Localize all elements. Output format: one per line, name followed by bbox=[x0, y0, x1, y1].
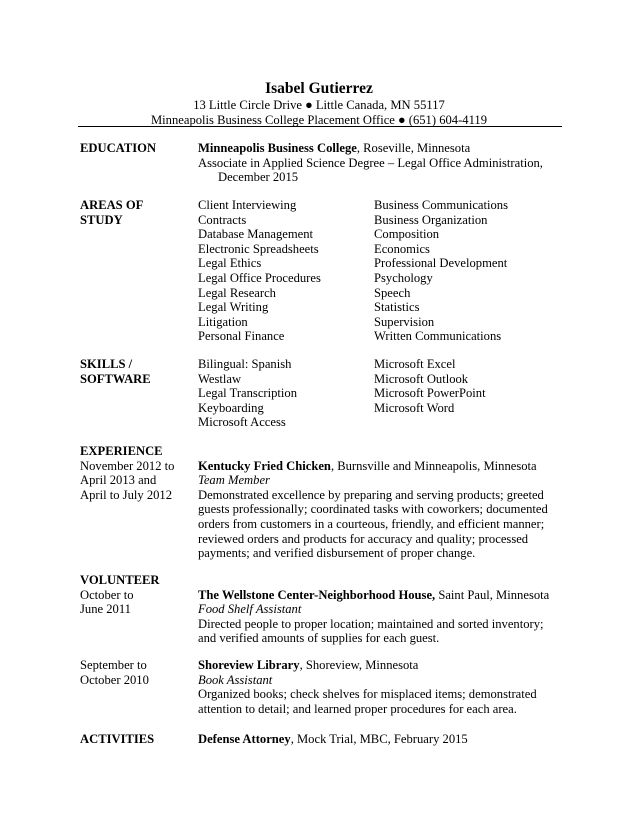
school-location: , Roseville, Minnesota bbox=[356, 141, 471, 155]
volunteer-date: June 2011 bbox=[80, 602, 131, 617]
areas-label bbox=[80, 198, 195, 227]
list-item: Bilingual: Spanish bbox=[198, 357, 292, 371]
activity-detail: , Mock Trial, MBC, February 2015 bbox=[290, 732, 468, 746]
organization-location: , Shoreview, Minnesota bbox=[299, 658, 419, 672]
list-item: Statistics bbox=[374, 300, 420, 315]
organization-name: Shoreview Library bbox=[198, 658, 300, 672]
skills-column-1 bbox=[198, 357, 370, 430]
list-item: Legal Writing bbox=[198, 300, 269, 315]
list-item: Electronic Spreadsheets bbox=[198, 241, 319, 256]
areas-label-line-2: STUDY bbox=[80, 212, 123, 227]
address-line: 13 Little Circle Drive ● Little Canada, MN 55117 bbox=[193, 98, 445, 112]
skills-column-2 bbox=[374, 357, 574, 415]
experience-date: April 2013 and bbox=[80, 473, 157, 488]
volunteer-date: October 2010 bbox=[80, 672, 149, 687]
list-item: Legal Office Procedures bbox=[198, 270, 321, 285]
activities-body bbox=[198, 732, 558, 747]
employer-location: , Burnsville and Minneapolis, Minnesota bbox=[330, 458, 537, 473]
list-item: Client Interviewing bbox=[198, 198, 297, 212]
skills-label-line-1: SKILLS / bbox=[80, 357, 133, 371]
list-item: Microsoft PowerPoint bbox=[374, 386, 486, 401]
experience-label-block bbox=[80, 444, 195, 502]
experience-date: April to July 2012 bbox=[80, 487, 173, 502]
school-name: Minneapolis Business College bbox=[198, 141, 357, 155]
activity-name: Defense Attorney bbox=[198, 732, 291, 746]
skills-label bbox=[80, 357, 195, 386]
job-title: Book Assistant bbox=[198, 672, 273, 687]
volunteer-date: September to bbox=[80, 658, 147, 672]
list-item: Microsoft Word bbox=[374, 400, 455, 415]
resume-header bbox=[0, 80, 638, 127]
volunteer-label-block bbox=[80, 573, 195, 617]
list-item: Speech bbox=[374, 285, 411, 300]
job-description-line: Directed people to proper location; maintained and sorted inventory; bbox=[198, 616, 544, 631]
volunteer-date: October to bbox=[80, 587, 134, 602]
list-item: Microsoft Outlook bbox=[374, 371, 469, 386]
list-item: Westlaw bbox=[198, 371, 242, 386]
job-description-line: payments; and verified disbursement of proper change. bbox=[198, 546, 476, 561]
candidate-name: Isabel Gutierrez bbox=[265, 80, 373, 97]
job-description-line: orders from customers in a courteous, friendly, and efficient manner; bbox=[198, 516, 545, 531]
areas-label-line-1: AREAS OF bbox=[80, 198, 144, 212]
list-item: Personal Finance bbox=[198, 329, 285, 344]
employer-name: Kentucky Fried Chicken bbox=[198, 458, 331, 473]
job-description-line: reviewed orders and products for accuracy and quality; processed bbox=[198, 531, 529, 546]
list-item: Composition bbox=[374, 227, 440, 242]
job-title: Food Shelf Assistant bbox=[198, 602, 302, 617]
volunteer-label: VOLUNTEER bbox=[80, 573, 160, 587]
job-title: Team Member bbox=[198, 473, 270, 488]
education-label: EDUCATION bbox=[80, 141, 157, 155]
education-body bbox=[198, 141, 558, 185]
list-item: Microsoft Access bbox=[198, 415, 286, 430]
experience-date: November 2012 to bbox=[80, 458, 175, 473]
list-item: Professional Development bbox=[374, 256, 508, 271]
list-item: Keyboarding bbox=[198, 400, 264, 415]
areas-column-1 bbox=[198, 198, 370, 344]
list-item: Written Communications bbox=[374, 329, 502, 344]
list-item: Business Communications bbox=[374, 198, 508, 212]
job-description-line: attention to detail; and learned proper procedures for each area. bbox=[198, 701, 517, 716]
degree-text: Associate in Applied Science Degree – Legal Office Administration, bbox=[198, 155, 543, 170]
areas-column-2 bbox=[374, 198, 574, 344]
list-item: Economics bbox=[374, 241, 430, 256]
volunteer-2-dates bbox=[80, 658, 195, 687]
degree-date: December 2015 bbox=[218, 170, 299, 185]
list-item: Legal Research bbox=[198, 285, 276, 300]
header-divider bbox=[78, 126, 562, 127]
list-item: Supervision bbox=[374, 314, 435, 329]
job-description-line: Demonstrated excellence by preparing and serving products; greeted bbox=[198, 487, 544, 502]
list-item: Business Organization bbox=[374, 212, 488, 227]
experience-body bbox=[198, 459, 558, 561]
list-item: Contracts bbox=[198, 212, 247, 227]
list-item: Litigation bbox=[198, 314, 248, 329]
job-description-line: guests professionally; coordinated tasks with coworkers; documented bbox=[198, 502, 548, 517]
list-item: Psychology bbox=[374, 270, 433, 285]
volunteer-job-1 bbox=[198, 588, 558, 646]
list-item: Legal Transcription bbox=[198, 386, 297, 401]
activities-label: ACTIVITIES bbox=[80, 732, 155, 746]
list-item: Legal Ethics bbox=[198, 256, 262, 271]
organization-name: The Wellstone Center-Neighborhood House, bbox=[198, 587, 436, 602]
skills-label-line-2: SOFTWARE bbox=[80, 371, 151, 386]
list-item: Microsoft Excel bbox=[374, 357, 456, 371]
list-item: Database Management bbox=[198, 227, 314, 242]
contact-line: Minneapolis Business College Placement Office ● (651) 604-4119 bbox=[150, 112, 488, 127]
job-description-line: Organized books; check shelves for misplaced items; demonstrated bbox=[198, 687, 537, 702]
volunteer-job-2 bbox=[198, 658, 558, 716]
experience-label: EXPERIENCE bbox=[80, 444, 163, 458]
organization-location: Saint Paul, Minnesota bbox=[435, 587, 550, 602]
job-description-line: and verified amounts of supplies for each guest. bbox=[198, 631, 440, 646]
